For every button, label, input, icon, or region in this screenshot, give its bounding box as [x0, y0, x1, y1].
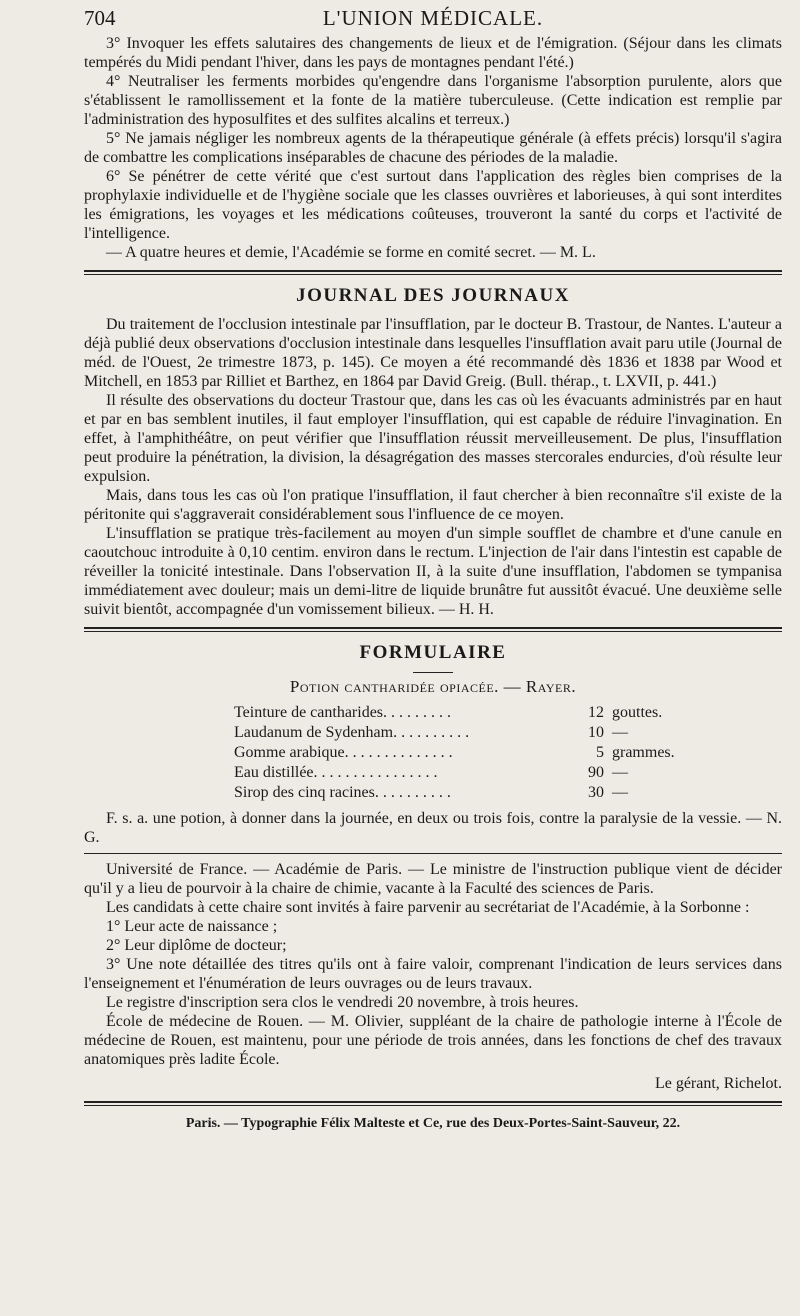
paragraph: Du traitement de l'occlusion intestinale par l'insufflation, par le docteur B. Trastour, de Nantes. L'auteur a déjà publié deux observations d'occlusion intestinale dans lesquelles l'insufflation avait paru utile (Journal de méd. de l'Ouest, 2e trimestre 1873, p. 145). Ce moyen a été recommandé dès 1836 et 1838 par Wood et Mitchell, en 1853 par Rilliet et Barthez, en 1864 par David Greig. (Bull. thérap., t. LXVII, p. 441.)	[84, 316, 782, 390]
ingredient-name: Teinture de cantharides. . . . . . . . .	[234, 704, 452, 721]
running-title: L'UNION MÉDICALE.	[322, 6, 544, 30]
recipe-row	[234, 703, 714, 723]
paragraph: Mais, dans tous les cas où l'on pratique l'insufflation, il faut chercher à bien reconnaître s'il existe de la péritonite qui s'aggraverait considérablement sous l'influence de ce moyen.	[84, 487, 782, 523]
news-paragraph: 1° Leur acte de naissance ;	[106, 918, 278, 935]
news-section	[84, 860, 782, 1069]
ingredient-qty: 12	[588, 704, 604, 721]
news-paragraph: 3° Une note détaillée des titres qu'ils ont à faire valoir, comprenant l'indication de leurs services dans l'enseignement et l'énumération de leurs ouvrages ou de leurs travaux.	[84, 956, 782, 992]
news-paragraph: 2° Leur diplôme de docteur;	[106, 937, 287, 954]
ingredient-unit: —	[612, 724, 628, 741]
ingredient-qty: 90	[588, 764, 604, 781]
paragraph: 5° Ne jamais négliger les nombreux agents de la thérapeutique générale (à effets précis) lorsqu'il s'agira de combattre les complications inséparables de chacune des périodes de la maladie.	[84, 130, 782, 166]
paragraph: — A quatre heures et demie, l'Académie se forme en comité secret. — M. L.	[106, 244, 596, 261]
news-paragraph: Le registre d'inscription sera clos le vendredi 20 novembre, à trois heures.	[106, 994, 579, 1011]
section-divider	[84, 853, 782, 854]
short-rule	[413, 672, 453, 673]
ingredient-name: Gomme arabique. . . . . . . . . . . . . .	[234, 744, 453, 761]
ingredient-name: Laudanum de Sydenham. . . . . . . . . .	[234, 724, 470, 741]
ingredient-unit: —	[612, 784, 628, 801]
paragraph: 6° Se pénétrer de cette vérité que c'est surtout dans l'application des règles bien comprises de la prophylaxie individuelle et de l'hygiène sociale que les classes ouvrières et laborieuses, à qui sont interdites les émigrations, les voyages et les médications coûteuses, trouveront la santé du corps et l'activité de l'intelligence.	[84, 168, 782, 242]
ingredient-qty: 10	[588, 724, 604, 741]
footer-divider	[84, 1101, 782, 1106]
recipe-table	[234, 703, 714, 803]
ingredient-qty: 30	[588, 784, 604, 801]
section-title-journal: JOURNAL DES JOURNAUX	[296, 285, 570, 306]
journal-section	[84, 315, 782, 619]
section-divider	[84, 270, 782, 275]
section-divider	[84, 627, 782, 632]
ingredient-unit: grammes.	[612, 744, 675, 761]
paragraph: L'insufflation se pratique très-facilement au moyen d'un simple soufflet de chambre et d'une canule en caoutchouc introduite à 0,10 centim. environ dans le rectum. L'injection de l'air dans l'intestin est capable de réveiller la tonicité intestinale. Dans l'observation II, à la suite d'une insufflation, l'abdomen se tympanisa immédiatement avec douleur; mais un demi-litre de liquide brunâtre fut aussitôt évacué. Une deuxième selle suivit bientôt, accompagnée d'un vomissement bilieux. — H. H.	[84, 525, 782, 618]
recipe-row	[234, 783, 714, 803]
top-section	[84, 34, 782, 262]
page-number: 704	[84, 6, 116, 30]
ingredient-unit: —	[612, 764, 628, 781]
page-header	[84, 0, 782, 34]
paragraph: Il résulte des observations du docteur Trastour que, dans les cas où les évacuants administrés par en haut et par en bas semblent inutiles, il faut employer l'insufflation, qui est capable de réduire l'invagination. En effet, à l'amphithéâtre, on peut vérifier que l'insufflation réussit merveilleusement. De plus, l'insufflation peut produire la pénétration, la division, la désagrégation des masses stercorales endurcies, d'où résulte leur expulsion.	[84, 392, 782, 485]
news-paragraph: Les candidats à cette chaire sont invités à faire parvenir au secrétariat de l'Académie, à la Sorbonne :	[106, 899, 750, 916]
ingredient-unit: gouttes.	[612, 704, 663, 721]
ingredient-name: Sirop des cinq racines. . . . . . . . . .	[234, 784, 451, 801]
news-paragraph: Université de France. — Académie de Paris. — Le ministre de l'instruction publique vient de décider qu'il y a lieu de pourvoir à la chaire de chimie, vacante à la Faculté des sciences de Paris.	[84, 861, 782, 897]
paragraph: 3° Invoquer les effets salutaires des changements de lieux et de l'émigration. (Séjour dans les climats tempérés du Midi pendant l'hiver, dans les pays de montagnes pendant l'été.)	[84, 35, 782, 71]
recipe-title: Potion cantharidée opiacée. — Rayer.	[289, 677, 577, 696]
recipe-row	[234, 743, 714, 763]
news-paragraph: École de médecine de Rouen. — M. Olivier, suppléant de la chaire de pathologie interne à l'École de médecine de Rouen, est maintenu, pour une période de trois années, dans les fonctions de chef des travaux anatomiques près ladite École.	[84, 1013, 782, 1068]
recipe-row	[234, 763, 714, 783]
paragraph: 4° Neutraliser les ferments morbides qu'engendre dans l'organisme l'absorption purulente, alors que s'établissent le ramollissement et la fonte de la matière tuberculeuse. (Cette indication est remplie par l'administration des hyposulfites et des sulfites alcalins et terreux.)	[84, 73, 782, 128]
printer-imprint: Paris. — Typographie Félix Malteste et Ce, rue des Deux-Portes-Saint-Sauveur, 22.	[185, 1116, 681, 1131]
recipe-row	[234, 723, 714, 743]
ingredient-qty: 5	[596, 744, 604, 761]
signature: Le gérant, Richelot.	[654, 1075, 782, 1092]
ingredient-name: Eau distillée. . . . . . . . . . . . . . . .	[234, 764, 438, 781]
recipe-note: F. s. a. une potion, à donner dans la journée, en deux ou trois fois, contre la paralysie de la vessie. — N. G.	[84, 810, 782, 846]
section-title-formulaire: FORMULAIRE	[359, 642, 507, 663]
